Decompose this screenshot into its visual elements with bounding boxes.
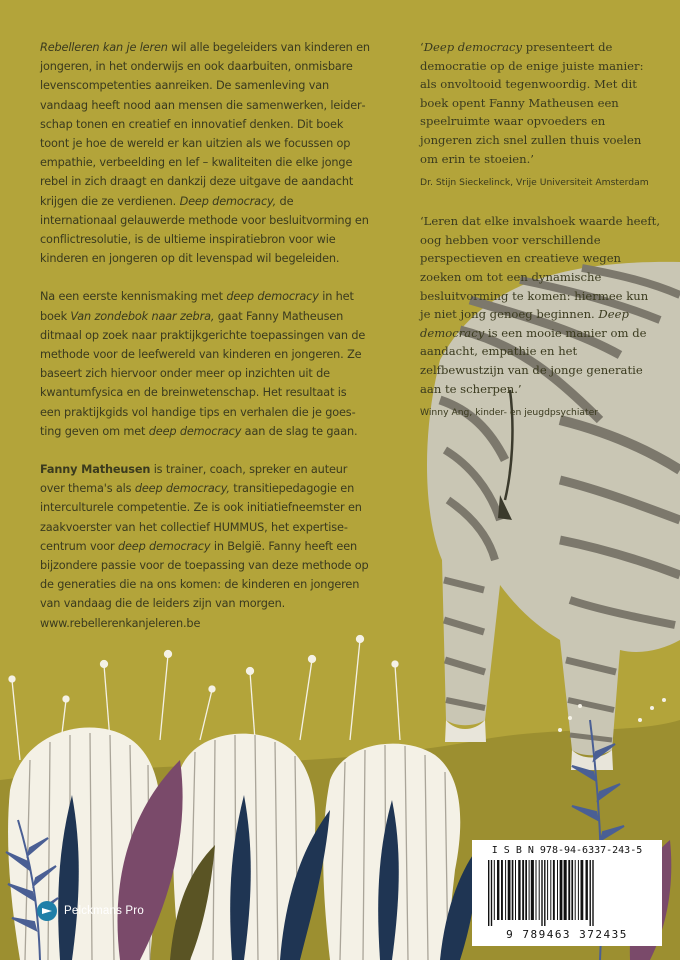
quote-2 [420,212,660,398]
barcode-bar [501,860,503,920]
barcode-bar [590,860,591,926]
barcode-bar [553,860,555,920]
barcode-bar [592,860,593,926]
isbn-number: I S B N 978-94-6337-243-5 [491,845,643,856]
text-run: Deep democracy, [179,194,277,208]
author-bio-text [40,463,369,610]
text-run: Na een eerste kennismaking met [40,290,227,304]
publisher-name: Pelckmans Pro [64,905,144,917]
text-run: wil alle begeleiders van kinderen en jongeren, in het onderwijs en ook daarbuiten, onmisbare levenscompetenties aanreiken. De samenleving van vandaag heeft nood aan mensen die samenwerken, leiderschap tonen en creatief en innovatief denken. Dit boek toont je hoe de wereld er kan uitzien als we focussen op empathie, verbeelding en lef – kwaliteiten die elke jonge rebel in zich draagt en dankzij deze uitgave de aandacht krijgen die ze verdienen. [40,41,370,208]
publisher-logo [36,900,144,922]
text-run: deep democracy, [134,482,230,496]
blurb-paragraph-2 [40,287,370,441]
barcode-bar [497,860,499,920]
blurb-column [40,38,370,652]
barcode-bar [518,860,520,920]
barcode-bar [550,860,551,920]
barcode-bar [525,860,527,920]
text-run: deep democracy [148,424,242,438]
barcode-bar [515,860,516,920]
barcode-bar [539,860,540,920]
barcode-bar [575,860,576,920]
text-run: presenteert de democratie op de enige juiste manier: als onvoltooid tegenwoordig. Met dit boek opent Fanny Matheusen een speelruimte waar opvoeders en jongeren zich snel zullen thuis voelen om erin te stoeien.’ [420,40,644,166]
text-run: is een mooie manier om de aandacht, empathie en het zelfbewustzijn van de jonge generatie aan te scherpen.’ [420,325,647,396]
barcode-bar [586,860,588,920]
text-run: in België. Fanny heeft een bijzondere passie voor de toepassing van deze methode op de generaties die na ons komen: de kinderen en jongeren van vandaag die de leiders zijn van morgen. [40,539,369,611]
barcode-bars [486,860,648,926]
barcode-bar [536,860,537,920]
barcode-bar [560,860,563,920]
text-run: aan de slag te gaan. [241,424,358,438]
barcode-bar [564,860,567,920]
isbn-barcode [472,840,662,946]
barcode-bar [494,860,495,920]
barcode-bar [522,860,524,920]
text-run: gaat Fanny Matheusen ditmaal op zoek naar praktijkgerichte toepassingen van de methode voor de leefwereld van kinderen en jongeren. Ze baseert zich hiervoor onder meer op inzichten uit de kwantumfysica en de breinwetenschap. Het resultaat is een praktijkgids vol handige tips en verhalen die je goesting geven om met [40,309,366,438]
pelckmans-logo-icon [36,900,58,922]
barcode-bar [557,860,558,920]
blurb-paragraph-1 [40,38,370,268]
text-run: transitiepedagogie en interculturele competentie. Ze is ook initiatiefneemster en zaakvoerster van het collectief HUMMUS, het expertisecentrum voor [40,482,362,553]
barcode-bar [578,860,579,920]
barcode-bar [568,860,570,920]
text-run: Fanny Matheusen [40,463,151,477]
ean-number: 9 789463 372435 [506,928,628,941]
text-run: deep democracy [117,539,211,553]
barcode-bar [531,860,534,920]
quote-1-attribution: Dr. Stijn Sieckelinck, Vrije Universiteit Amsterdam [420,177,649,189]
barcode-bar [547,860,548,920]
barcode-bar [488,860,489,926]
website-link[interactable]: www.rebellerenkanjeleren.be [40,616,201,630]
text-run: ‘Leren dat elke invalshoek waarde heeft, oog hebben voor verschillende perspectieven en creatieve wegen zoeken om tot een dynamische besluitvorming te komen: hiermee kun je niet jong genoeg beginnen. [420,214,661,322]
barcode-bar [541,860,542,926]
quote-2-attribution: Winny Ang, kinder- en jeugdpsychiater [420,407,599,419]
barcode-bar [491,860,492,926]
author-bio [40,460,370,633]
text-run: de internationaal gelauwerde methode voor besluitvorming en conflictresolutie, is de ultieme inspiratiebron voor wie kinderen en jongeren op dit levenspad wil begeleiden. [40,194,369,266]
text-run: ‘ [420,40,424,54]
text-run: Deep democracy [420,307,629,340]
barcode-bar [512,860,514,920]
barcode-bar [508,860,511,920]
text-run: Van zondebok naar zebra, [70,309,215,323]
quote-1 [420,38,660,168]
text-run: Deep democracy [423,40,523,54]
barcode-bar [571,860,573,920]
barcode-bar [581,860,584,920]
barcode-bar [529,860,530,920]
striped-bush-3 [323,744,460,960]
quotes-column [420,38,660,442]
barcode-bar [544,860,545,926]
text-run: in het boek [40,290,354,323]
barcode-bar [505,860,506,920]
text-run: deep democracy [226,290,319,304]
text-run: Rebelleren kan je leren [40,41,168,54]
text-run: is trainer, coach, spreker en auteur over thema's als [40,463,348,496]
